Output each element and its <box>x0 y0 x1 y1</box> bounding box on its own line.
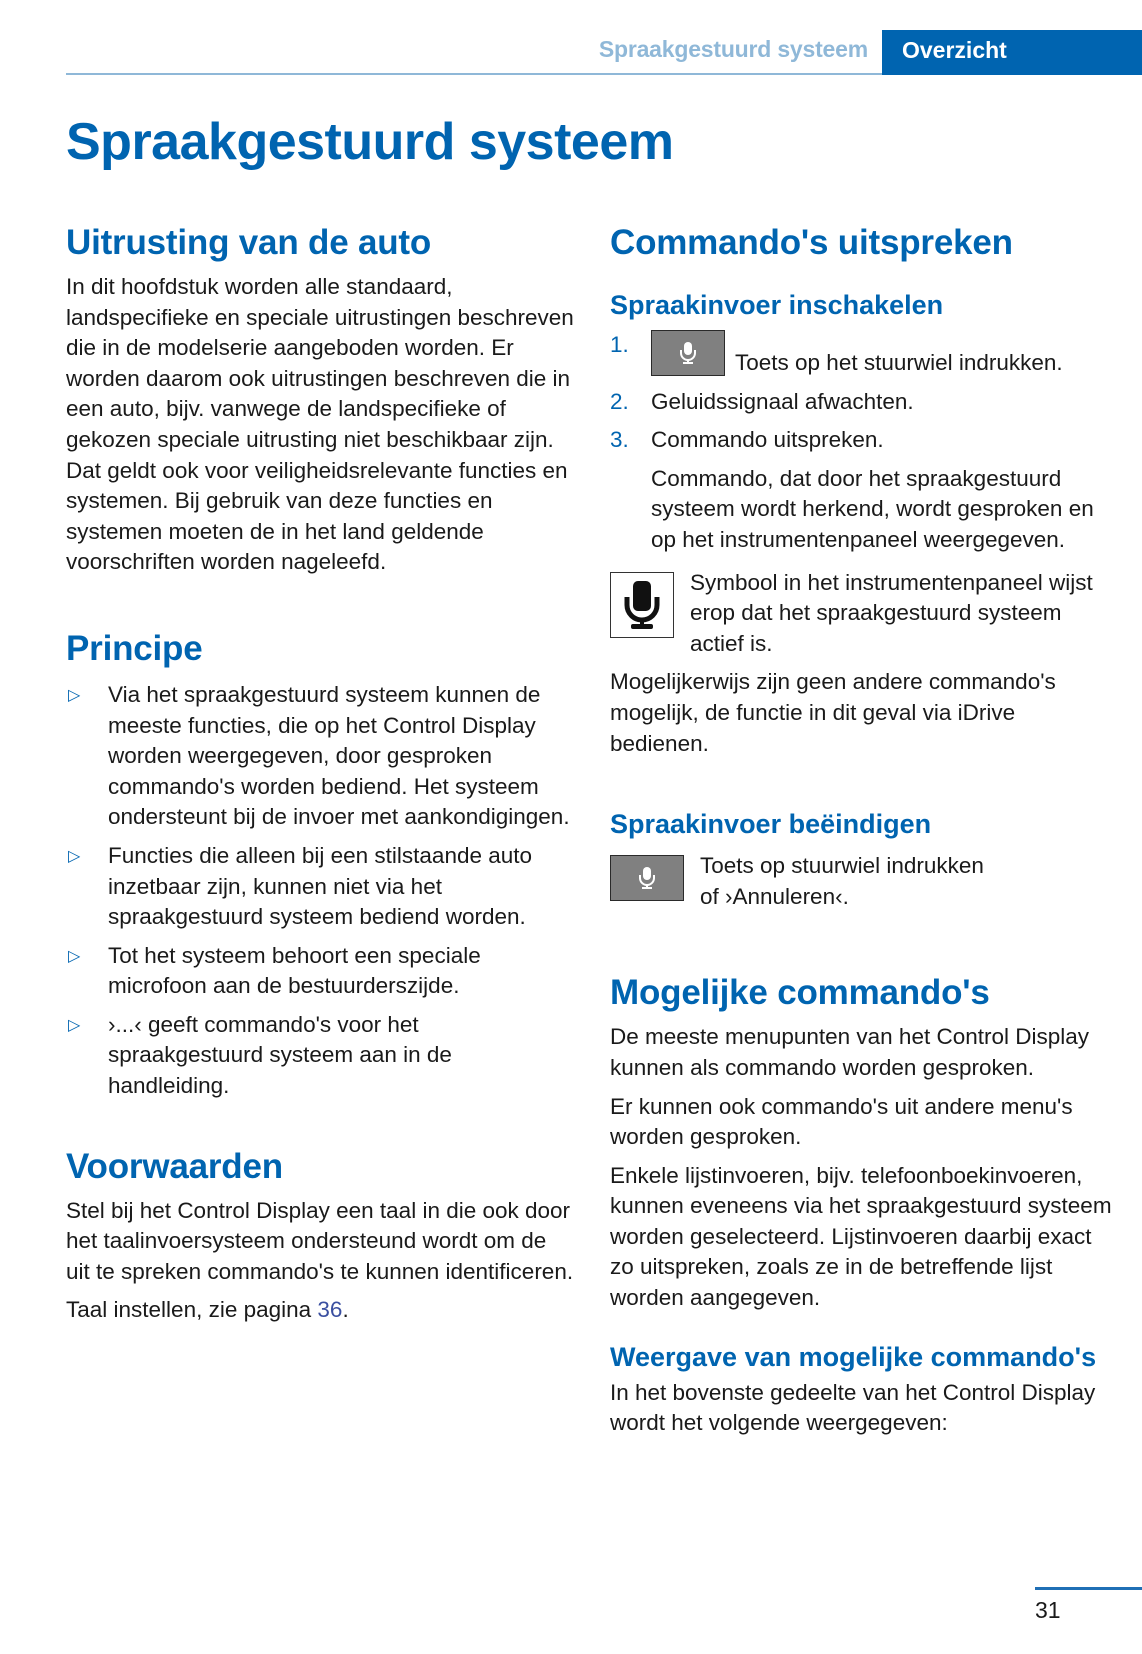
bullet-item <box>66 941 576 1002</box>
paragraph: Er kunnen ook commando's uit andere menu's worden gesproken. <box>610 1093 1073 1150</box>
section-heading: Principe <box>66 628 203 668</box>
bullet-item <box>66 680 576 833</box>
bullet-item <box>66 841 576 933</box>
subsection-heading: Weergave van mogelijke commando's <box>610 1341 1097 1372</box>
reference-text: Taal instellen, zie pagina <box>66 1297 318 1323</box>
subsection-heading: Spraakinvoer inschakelen <box>610 290 944 320</box>
subsection-heading: Spraakinvoer beëindigen <box>610 809 932 840</box>
footer-divider <box>1035 1587 1142 1590</box>
step-text: Commando uitspreken. <box>651 427 884 453</box>
bullet-text: Functies die alleen bij een stilstaande auto inzetbaar zijn, kunnen niet via het spraakgestuurd systeem bediend worden. <box>108 842 533 930</box>
bullet-text: Tot het systeem behoort een speciale microfoon aan de bestuurderszijde. <box>108 942 481 999</box>
page-link[interactable]: 36 <box>317 1297 343 1323</box>
paragraph: Enkele lijstinvoeren, bijv. telefoonboekinvoeren, kunnen eveneens via het spraakgestuurd systeem worden geselecteerd. Lijstinvoeren daarbij exact zo uitspreken, zoals ze in de betreffende lijst worden aangegeven. <box>610 1162 1112 1311</box>
step-item <box>610 425 1115 555</box>
bullet-item <box>66 1010 576 1102</box>
symbol-text: Symbool in het instrumentenpaneel wijst erop dat het spraakgestuurd systeem actief is. <box>690 569 1093 656</box>
bullet-text: Via het spraakgestuurd systeem kunnen de meeste functies, die op het Control Display worden weergegeven, door gesproken commando's worden bediend. Het systeem ondersteunt bij de invoer met aankondigingen. <box>108 681 570 830</box>
running-header-tab-label: Overzicht <box>902 37 1007 63</box>
step-note: Commando, dat door het spraakgestuurd systeem wordt herkend, wordt gesproken en op het instrumentenpaneel weergegeven. <box>651 465 1094 552</box>
section-heading: Voorwaarden <box>66 1146 283 1186</box>
section-voorwaarden <box>66 1146 576 1326</box>
subsection-body: In het bovenste gedeelte van het Control Display wordt het volgende weergegeven: <box>610 1379 1096 1436</box>
section-uitspreken <box>610 222 1115 912</box>
end-instruction <box>610 851 1115 912</box>
reference-suffix: . <box>342 1297 349 1323</box>
section-body: In dit hoofdstuk worden alle standaard, landspecifieke en speciale uitrustingen beschreven die in de modelserie aangeboden worden. Er worden daarom ook uitrustingen beschreven die in een auto, bijv. vanwege de landspecifieke of gekozen speciale uitrusting niet beschikbaar zijn. Dat geldt ook voor veiligheidsrelevante functies en systemen. Bij gebruik van deze functies en systemen moeten de in het land geldende voorschriften worden nageleefd. <box>66 274 574 575</box>
step-item <box>610 330 1115 379</box>
bullet-text: ›...‹ geeft commando's voor het spraakgestuurd systeem aan in de handleiding. <box>108 1011 452 1099</box>
subsection-beeindigen <box>610 807 1115 912</box>
step-text: Toets op het stuurwiel indrukken. <box>735 350 1063 375</box>
end-text-line2: of ›Annuleren‹. <box>700 883 849 909</box>
principe-bullet-list <box>66 680 576 1102</box>
right-column <box>610 222 1115 1439</box>
microphone-symbol-icon <box>622 579 662 631</box>
steering-wheel-voice-button <box>651 330 725 376</box>
section-uitrusting <box>66 222 576 578</box>
triangle-right-icon: ▷ <box>68 947 81 965</box>
steps-list <box>610 330 1115 556</box>
step-number: 2. <box>610 388 629 414</box>
idrive-note: Mogelijkerwijs zijn geen andere commando's mogelijk, de functie in dit geval via iDrive bedienen. <box>610 669 1056 756</box>
step-number: 1. <box>610 332 629 357</box>
paragraph: De meeste menupunten van het Control Display kunnen als commando worden gesproken. <box>610 1024 1090 1080</box>
symbol-frame <box>610 572 674 638</box>
section-mogelijke <box>610 972 1115 1439</box>
end-text-line1: Toets op stuurwiel indrukken <box>700 853 984 879</box>
left-column <box>66 222 576 1326</box>
page-reference <box>66 1295 576 1326</box>
subsection-weergave <box>610 1340 1115 1439</box>
triangle-right-icon: ▷ <box>68 686 81 704</box>
running-header-tab <box>882 30 1142 75</box>
section-heading: Uitrusting van de auto <box>66 223 432 262</box>
page-title: Spraakgestuurd systeem <box>66 113 674 171</box>
page-number: 31 <box>1035 1597 1061 1623</box>
microphone-icon <box>679 341 697 365</box>
triangle-right-icon: ▷ <box>68 847 81 865</box>
symbol-explanation <box>610 568 1115 660</box>
section-body: Stel bij het Control Display een taal in die ook door het taalinvoersysteem ondersteund wordt om de uit te spreken commando's te kunnen identificeren. <box>66 1197 574 1284</box>
running-header-section: Spraakgestuurd systeem <box>598 36 868 62</box>
step-item <box>610 387 1115 418</box>
section-principe <box>66 628 576 1102</box>
steering-wheel-voice-button <box>610 855 684 901</box>
subsection-inschakelen <box>610 288 1115 759</box>
section-heading: Mogelijke commando's <box>610 973 990 1013</box>
step-number: 3. <box>610 427 629 453</box>
step-text: Geluidssignaal afwachten. <box>651 388 914 414</box>
section-heading: Commando's uitspreken <box>610 223 1013 262</box>
triangle-right-icon: ▷ <box>68 1016 81 1034</box>
header-divider <box>66 73 882 75</box>
microphone-icon <box>638 866 656 890</box>
